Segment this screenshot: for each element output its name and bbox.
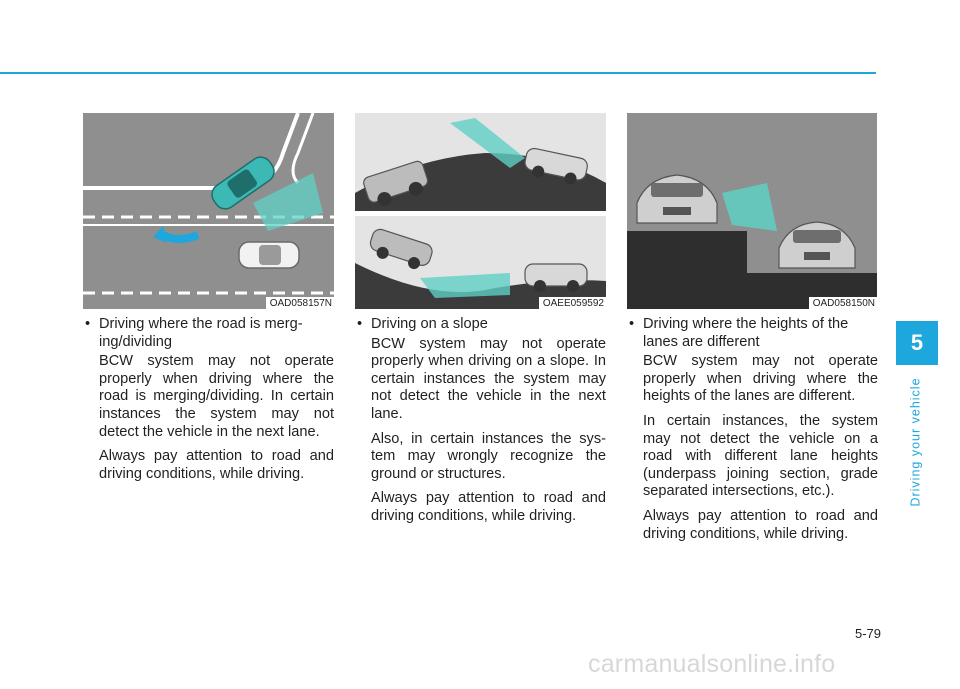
chapter-tab: 5 [896,321,938,365]
bullet-heading: • Driving where the road is merg-ing/dividing [83,316,334,351]
bullet-heading: • Driving on a slope [355,316,606,334]
column-lane-heights [627,316,878,550]
paragraph: Always pay attention to road and driving conditions, while driving. [643,507,878,542]
column-slope [355,316,606,533]
paragraph: Also, in certain instances the sys-tem may wrongly recognize the ground or structures. [371,430,606,482]
watermark: carmanualsonline.info [588,650,836,678]
bullet-heading: • Driving where the heights of the lanes are different [627,316,878,351]
chapter-title: Driving your vehicle [909,377,924,507]
page-number: 5-79 [854,626,881,641]
paragraph: BCW system may not operate properly when driving where the heights of the lanes are different. [643,353,878,405]
slope-illustration [355,113,606,309]
paragraph: In certain instances, the system may not detect the vehicle on a road with different lane heights (underpass joining section, grade separated intersections, etc.). [643,412,878,500]
figure-lane-heights [627,113,877,309]
paragraph: Always pay attention to road and driving conditions, while driving. [371,490,606,524]
figure-code: OAD058157N [266,297,334,309]
figure-code: OAD058150N [809,297,877,309]
chapter-label [898,377,934,507]
paragraph: BCW system may not operate properly when driving on a slope. In certain instances the system may not detect the vehicle in the next lane. [371,335,606,422]
white-car [239,242,299,268]
column-merging [83,316,334,490]
paragraph: BCW system may not operate properly when driving where the road is merging/dividing. In certain instances the system may not detect the vehicle in the next lane. [99,353,334,440]
figure-merging-road [83,113,334,309]
header-rule [0,72,876,74]
merging-road-illustration [83,113,334,309]
figure-slope [355,113,606,309]
paragraph: Always pay attention to road and driving conditions, while driving. [99,448,334,482]
figure-code: OAEE059592 [539,297,606,309]
lane-heights-illustration [627,113,877,309]
